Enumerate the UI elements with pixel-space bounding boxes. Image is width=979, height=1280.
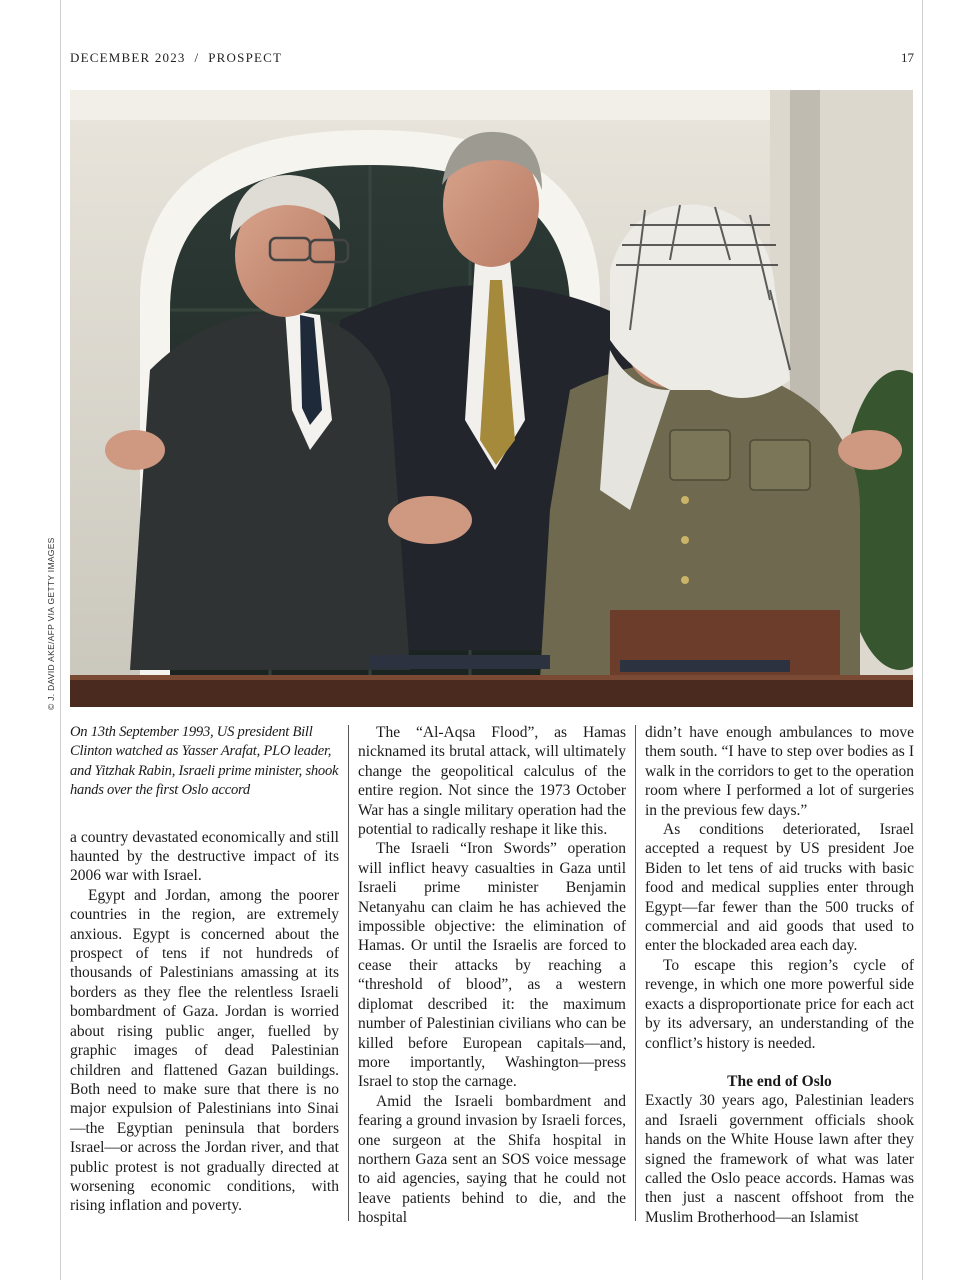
col1-paragraph-2: Egypt and Jordan, among the poorer countries in the region, are extremely anxious. Egypt is concerned about the prospect of tens if not hundreds of thousands of Palestinians amassing at its borders as they flee the relentless Israeli bombardment of Gaza. Jordan is worried about rising public anger, fuelled by graphic images of dead Palestinian children and flattened Gazan buildings. Both need to make sure that there is no major expulsion of Palestinians into Sinai—the Egyptian peninsula that borders Israel—or across the Jordan river, and that public protest is not gradually directed at worsening economic conditions, with rising inflation and poverty.: [70, 886, 339, 1215]
page-number: 17: [901, 50, 914, 65]
col3-paragraph-4: Exactly 30 years ago, Palestinian leaders and Israeli government officials shook hands on the White House lawn after they signed the framework of what was later called the Oslo peace accords. Hamas was then just a nascent offshoot from the Muslim Brotherhood—an Islamist: [645, 1092, 914, 1226]
col2-paragraph-2: The Israeli “Iron Swords” operation will inflict heavy casualties in Gaza until Israeli prime minister Benjamin Netanyahu can claim he has achieved the impossible objective: the elimination of Hamas. Or until the Israelis are forced to cease their attacks by reaching a “threshold of blood”, as a western diplomat described it: the maximum number of Palestinian civilians who can be killed before European capitals—and, more importantly, Washington—press Israel to stop the carnage.: [358, 840, 626, 1091]
col2-paragraph-1: The “Al-Aqsa Flood”, as Hamas nicknamed its brutal attack, will ultimately change the geopolitical calculus of the entire region. Not since the 1973 October War has a single military operation had the potential to radically reshape it like this.: [358, 724, 626, 839]
photo-caption: On 13th September 1993, US president Bill Clinton watched as Yasser Arafat, PLO leader, and Yitzhak Rabin, Israeli prime minister, shook hands over the first Oslo accord: [70, 724, 339, 799]
column-3: [645, 723, 914, 1227]
page-edge-right: [922, 0, 923, 1280]
col3-paragraph-3: To escape this region’s cycle of revenge, in which one more powerful side exacts a disproportionate price for each act by its adversary, an understanding of the conflict’s history is needed.: [645, 956, 914, 1052]
photo-credit: © J. DAVID AKE/AFP VIA GETTY IMAGES: [46, 537, 56, 710]
column-rule-1: [348, 725, 349, 1221]
column-1: [70, 723, 339, 1216]
col2-paragraph-3: Amid the Israeli bombardment and fearing a ground invasion by Israeli forces, one surgeon at the Shifa hospital in northern Gaza sent an SOS voice message to aid agencies, saying that he could not leave patients behind to die, and the hospital: [358, 1092, 626, 1227]
running-head: DECEMBER 2023 / PROSPECT: [70, 50, 283, 65]
section-subhead: The end of Oslo: [727, 1072, 832, 1090]
lead-photo: [70, 90, 913, 707]
column-rule-2: [635, 725, 636, 1221]
col3-paragraph-1: didn’t have enough ambulances to move them south. “I have to step over bodies as I walk in the corridors to get to the operation room where I performed a lot of surgeries in the previous few days.”: [645, 724, 914, 819]
column-2: [358, 723, 626, 1228]
photo-handshake-icon: [70, 90, 913, 707]
page-edge-left: [60, 0, 61, 1280]
col3-paragraph-2: As conditions deteriorated, Israel accepted a request by US president Joe Biden to let tens of aid trucks with basic food and medical supplies enter through Egypt—far fewer than the 500 trucks of commercial and aid goods that used to enter the blockaded area each day.: [645, 821, 914, 955]
col1-paragraph-1: a country devastated economically and still haunted by the destructive impact of its 2006 war with Israel.: [70, 828, 339, 885]
